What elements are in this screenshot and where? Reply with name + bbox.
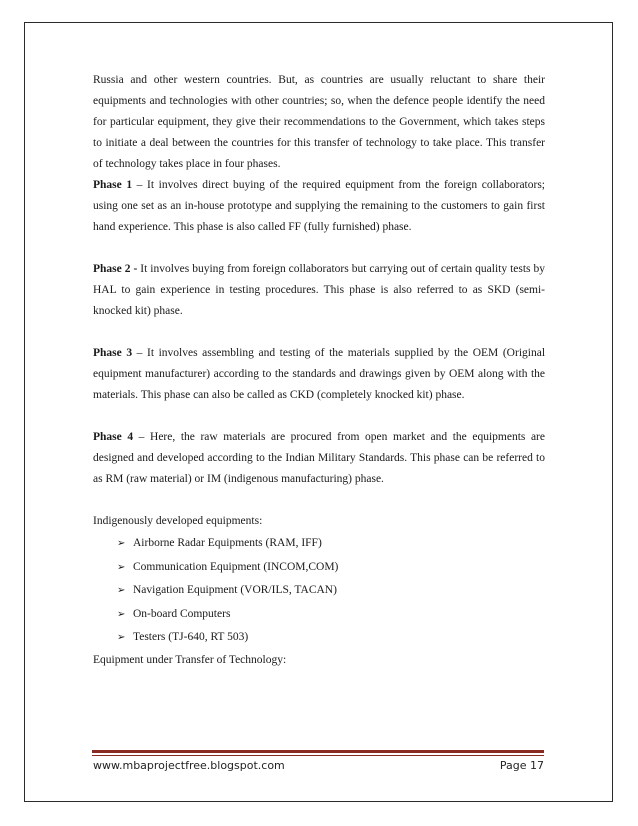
- phase-4-text: – Here, the raw materials are procured from open market and the equipments are designed and developed according to the Indian Military Standards. This phase can be referred to as RM (raw material) or IM (indigenous manufacturing) phase.: [93, 431, 545, 485]
- arrow-bullet-icon: ➢: [117, 585, 126, 596]
- list-item-label: Testers (TJ-640, RT 503): [133, 631, 249, 643]
- equipment-list: [93, 532, 545, 650]
- phase-1-label: Phase 1: [93, 179, 133, 191]
- list-item: [117, 626, 545, 650]
- arrow-bullet-icon: ➢: [117, 561, 126, 573]
- list-item: [117, 579, 545, 603]
- document-body: [93, 70, 545, 671]
- phase-3-paragraph: [93, 343, 545, 406]
- list-item: [117, 603, 545, 627]
- footer-rule-thin: [92, 755, 544, 756]
- footer-rule-thick: [92, 750, 544, 753]
- list-item: [117, 532, 545, 556]
- list-item: [117, 556, 545, 580]
- list-heading: Indigenously developed equipments:: [93, 515, 263, 527]
- phase-2-text: It involves buying from foreign collaborators but carrying out of certain quality tests by HAL to gain experience in testing procedures. This phase is also referred to as SKD (semi-knocked kit) phase.: [93, 263, 545, 317]
- footer-url: www.mbaprojectfree.blogspot.com: [93, 759, 285, 772]
- closing-heading: Equipment under Transfer of Technology:: [93, 653, 287, 666]
- arrow-bullet-icon: ➢: [117, 608, 126, 620]
- arrow-bullet-icon: ➢: [117, 632, 126, 643]
- phase-4-paragraph: [93, 427, 545, 490]
- page-number: Page 17: [499, 759, 544, 772]
- list-item-label: Communication Equipment (INCOM,COM): [133, 560, 339, 573]
- list-item-label: On-board Computers: [133, 607, 231, 620]
- phase-4-label: Phase 4: [93, 431, 134, 443]
- list-item-label: Airborne Radar Equipments (RAM, IFF): [133, 537, 322, 549]
- intro-paragraph: Russia and other western countries. But, as countries are usually reluctant to share their equipments and technologies with other countries; so, when the defence people identify the need for particular equipment, they give their recommendations to the Government, which takes steps to initiate a deal between the countries for this transfer of technology to take place. This transfer of technology takes place in four phases.: [93, 74, 545, 170]
- phase-2-paragraph: [93, 259, 545, 322]
- phase-1-paragraph: [93, 175, 545, 238]
- phase-2-label: Phase 2 -: [93, 263, 138, 275]
- phase-3-label: Phase 3: [93, 347, 133, 359]
- phase-3-text: – It involves assembling and testing of the materials supplied by the OEM (Original equipment manufacturer) according to the standards and drawings given by OEM along with the materials. This phase can also be called as CKD (completely knocked kit) phase.: [93, 347, 546, 401]
- list-item-label: Navigation Equipment (VOR/ILS, TACAN): [133, 584, 337, 596]
- phase-1-text: – It involves direct buying of the required equipment from the foreign collaborators; using one set as an in-house prototype and supplying the remaining to the customers to gain first hand experience. This phase is also called FF (fully furnished) phase.: [93, 179, 545, 233]
- arrow-bullet-icon: ➢: [117, 538, 126, 549]
